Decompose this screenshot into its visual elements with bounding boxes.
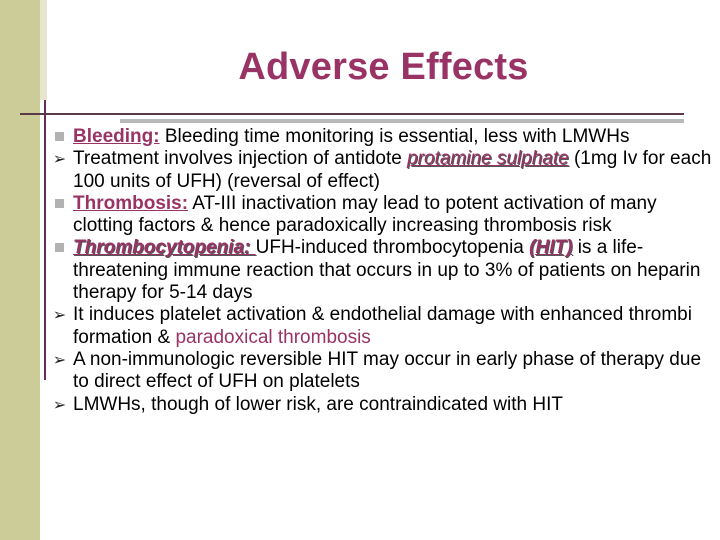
arrow-bullet-icon: ➢	[52, 396, 67, 414]
slide-title: Adverse Effects	[238, 46, 529, 88]
item-label: Bleeding:	[73, 126, 160, 147]
list-item	[46, 126, 712, 148]
list-item	[46, 349, 712, 394]
item-text: (1mg Iv for each 100 units of UFH) (reversal of effect)	[73, 148, 712, 192]
item-text: It induces platelet activation & endothelial damage with enhanced thrombi formation &	[73, 304, 692, 348]
list-item	[46, 193, 712, 238]
item-text: AT-III inactivation may lead to potent activation of many clotting factors & hence paradoxically increasing thrombosis risk	[73, 192, 657, 237]
title-divider-shadow	[120, 119, 684, 123]
item-text: Bleeding time monitoring is essential, less with LMWHs	[159, 126, 630, 147]
arrow-bullet-icon: ➢	[52, 307, 67, 325]
item-text: UFH-induced thrombocytopenia	[255, 237, 530, 259]
bullet-list	[46, 126, 712, 416]
arrow-bullet-icon: ➢	[52, 351, 67, 369]
item-text: Treatment involves injection of antidote	[73, 148, 408, 170]
decorative-side-strip	[0, 0, 40, 540]
item-text: LMWHs, though of lower risk, are contraindicated with HIT	[73, 393, 563, 415]
item-highlight: paradoxical thrombosis	[175, 326, 371, 348]
item-label: Thrombosis:	[73, 192, 189, 214]
list-item	[46, 237, 712, 304]
square-bullet-icon	[46, 193, 73, 208]
list-item	[46, 304, 712, 349]
arrow-bullet-icon: ➢	[52, 151, 67, 169]
square-bullet-icon	[46, 126, 73, 141]
item-text: A non-immunologic reversible HIT may occur in early phase of therapy due to direct effect of UFH on platelets	[73, 348, 702, 393]
list-item	[46, 394, 712, 416]
title-divider	[20, 113, 684, 115]
item-label: Thrombocytopenia:	[73, 237, 256, 259]
item-highlight: protamine sulphate	[407, 148, 569, 170]
decorative-side-strip-light	[40, 0, 47, 100]
item-highlight: (HIT)	[529, 237, 573, 259]
item-text: is a life-threatening immune reaction that occurs in up to 3% of patients on heparin therapy for 5-14 days	[73, 237, 701, 304]
square-bullet-icon	[46, 237, 73, 252]
list-item	[46, 148, 712, 193]
